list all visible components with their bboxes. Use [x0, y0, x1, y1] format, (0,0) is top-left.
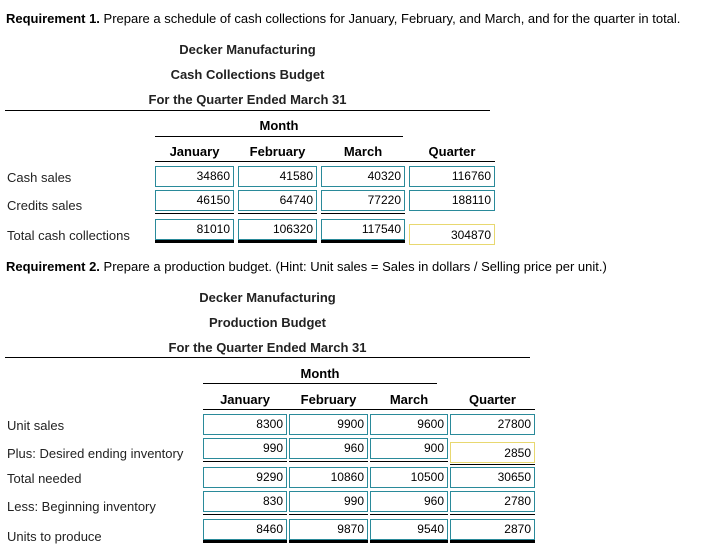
req2-beginning-inventory-january[interactable]: 830 [203, 491, 287, 512]
req2-row-label-total-needed: Total needed [7, 471, 82, 486]
req1-subtotal-rule-january [155, 213, 234, 214]
req1-subtotal-rule-march [321, 213, 405, 214]
requirement-1-text: Prepare a schedule of cash collections for January, February, and March, and for the quarter in total. [99, 11, 681, 26]
requirement-2-instruction [6, 259, 607, 274]
req1-col-january: January [169, 144, 220, 159]
req1-total-underline-january [155, 240, 234, 243]
requirement-2-text: Prepare a production budget. (Hint: Unit sales = Sales in dollars / Selling price per unit.) [99, 259, 607, 274]
req2-total-needed-march[interactable]: 10500 [370, 467, 448, 488]
req2-unit-sales-january[interactable]: 8300 [203, 414, 287, 435]
req2-units-to-produce-quarter[interactable]: 2870 [450, 519, 535, 540]
req2-subtotal-rule-quarter [450, 464, 535, 465]
req2-units-to-produce-january[interactable]: 8460 [203, 519, 287, 540]
req1-col-quarter: Quarter [428, 144, 476, 159]
req1-title-rule [5, 110, 490, 111]
req2-row-label-beginning-inventory: Less: Beginning inventory [7, 499, 156, 514]
req2-difference-rule-march [370, 514, 448, 515]
req1-cash-sales-february[interactable]: 41580 [238, 166, 317, 187]
req2-company-name: Decker Manufacturing [199, 290, 336, 305]
req2-subtotal-rule-january [203, 461, 287, 462]
requirement-1-instruction [6, 11, 680, 26]
req2-total-needed-january[interactable]: 9290 [203, 467, 287, 488]
req1-month-rule [155, 136, 403, 137]
req1-total-collections-january[interactable]: 81010 [155, 219, 234, 240]
req2-ending-inventory-quarter[interactable]: 2850 [450, 442, 535, 463]
req2-month-rule [203, 383, 437, 384]
req1-cash-sales-january[interactable]: 34860 [155, 166, 234, 187]
req2-subtotal-rule-february [289, 461, 368, 462]
req1-cash-sales-quarter[interactable]: 116760 [409, 166, 495, 187]
req2-unit-sales-march[interactable]: 9600 [370, 414, 448, 435]
req1-col-march: March [343, 144, 383, 159]
req1-credits-sales-february[interactable]: 64740 [238, 190, 317, 211]
req2-units-to-produce-february[interactable]: 9870 [289, 519, 368, 540]
req1-total-collections-march[interactable]: 117540 [321, 219, 405, 240]
req2-period: For the Quarter Ended March 31 [168, 340, 367, 355]
req1-subtotal-rule-february [238, 213, 317, 214]
req1-row-label-cash-sales: Cash sales [7, 170, 72, 185]
req2-column-header-rule [203, 409, 535, 410]
req2-total-needed-february[interactable]: 10860 [289, 467, 368, 488]
req2-row-label-units-to-produce: Units to produce [7, 529, 102, 544]
req2-unit-sales-february[interactable]: 9900 [289, 414, 368, 435]
req1-month-header: Month [259, 118, 299, 133]
req1-credits-sales-january[interactable]: 46150 [155, 190, 234, 211]
req1-column-header-rule [155, 161, 495, 162]
req1-cash-sales-march[interactable]: 40320 [321, 166, 405, 187]
req1-total-underline-march [321, 240, 405, 243]
req2-total-underline-quarter [450, 540, 535, 543]
req2-subtotal-rule-march [370, 461, 448, 462]
req2-difference-rule-quarter [450, 514, 535, 515]
req2-total-needed-quarter[interactable]: 30650 [450, 467, 535, 488]
req1-total-underline-february [238, 240, 317, 243]
req2-total-underline-february [289, 540, 368, 543]
req2-row-label-unit-sales: Unit sales [7, 418, 65, 433]
req2-total-underline-january [203, 540, 287, 543]
req2-ending-inventory-march[interactable]: 900 [370, 438, 448, 459]
req1-row-label-credits-sales: Credits sales [7, 198, 83, 213]
req2-ending-inventory-february[interactable]: 960 [289, 438, 368, 459]
req2-month-header: Month [300, 366, 340, 381]
req2-col-february: February [300, 392, 357, 407]
req1-total-collections-quarter[interactable]: 304870 [409, 224, 495, 245]
req2-units-to-produce-march[interactable]: 9540 [370, 519, 448, 540]
req2-col-january: January [220, 392, 270, 407]
req2-budget-title: Production Budget [209, 315, 326, 330]
req2-beginning-inventory-march[interactable]: 960 [370, 491, 448, 512]
req2-difference-rule-january [203, 514, 287, 515]
req2-col-march: March [389, 392, 429, 407]
req1-col-february: February [249, 144, 306, 159]
req2-ending-inventory-january[interactable]: 990 [203, 438, 287, 459]
req2-total-underline-march [370, 540, 448, 543]
req1-credits-sales-march[interactable]: 77220 [321, 190, 405, 211]
req2-difference-rule-february [289, 514, 368, 515]
requirement-1-label: Requirement 1. [6, 11, 100, 26]
req1-credits-sales-quarter[interactable]: 188110 [409, 190, 495, 211]
req2-row-label-desired-ending-inventory: Plus: Desired ending inventory [7, 446, 184, 461]
req2-unit-sales-quarter[interactable]: 27800 [450, 414, 535, 435]
req2-beginning-inventory-quarter[interactable]: 2780 [450, 491, 535, 512]
req1-period: For the Quarter Ended March 31 [148, 92, 347, 107]
req2-col-quarter: Quarter [469, 392, 516, 407]
req2-title-rule [5, 357, 530, 358]
req2-beginning-inventory-february[interactable]: 990 [289, 491, 368, 512]
req1-row-label-total-cash-collections: Total cash collections [7, 228, 130, 243]
req1-total-collections-february[interactable]: 106320 [238, 219, 317, 240]
requirement-2-label: Requirement 2. [6, 259, 100, 274]
req1-company-name: Decker Manufacturing [179, 42, 316, 57]
req1-budget-title: Cash Collections Budget [170, 67, 325, 82]
